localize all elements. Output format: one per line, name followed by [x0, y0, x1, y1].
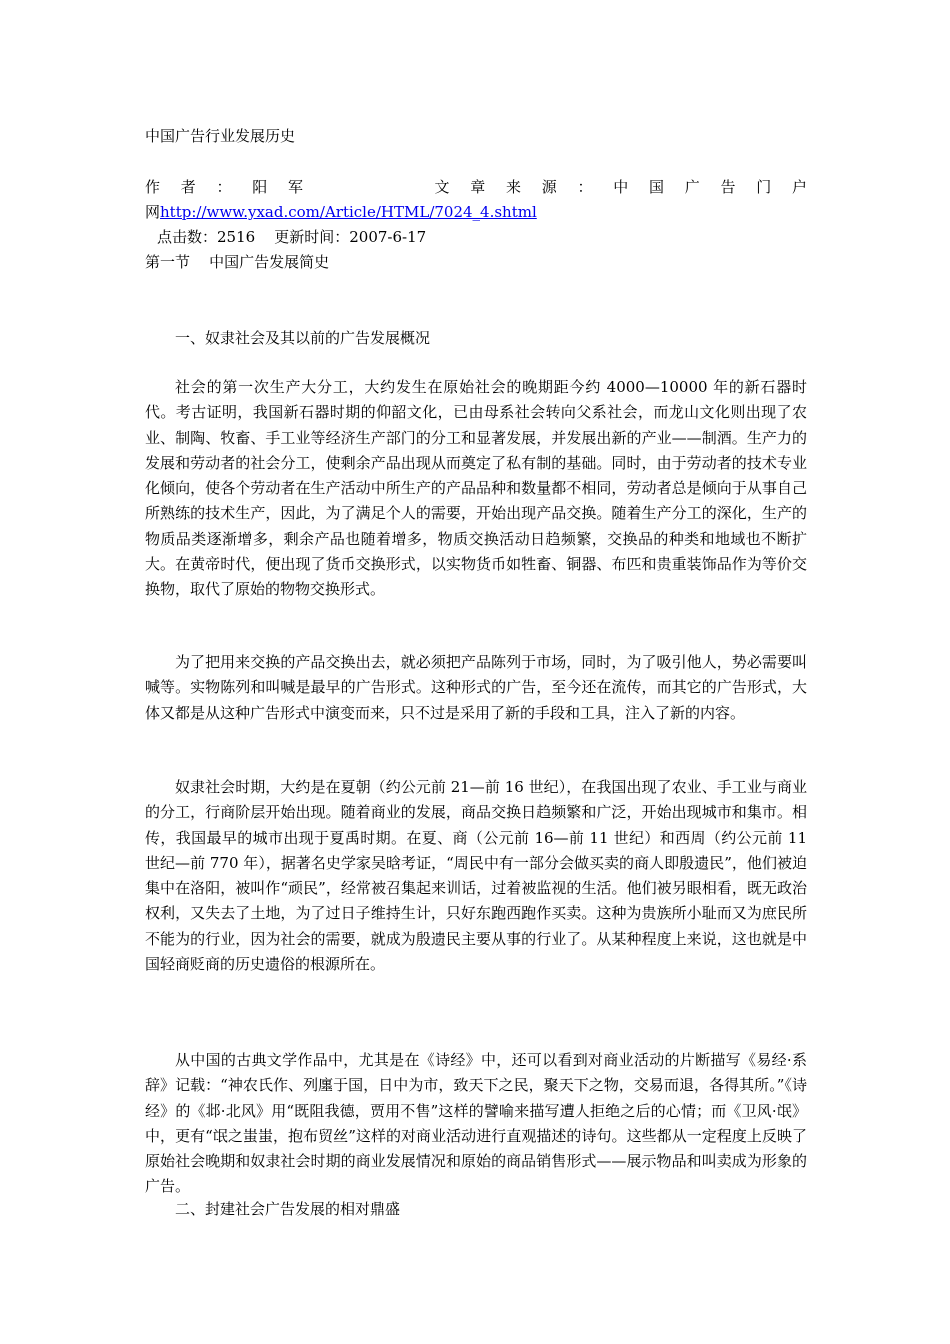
meta-char: 广 — [684, 178, 700, 196]
meta-char: 来 — [505, 178, 521, 196]
paragraph-2: 为了把用来交换的产品交换出去，就必须把产品陈列于市场，同时，为了吸引他人，势必需要叫喊等。实物陈列和叫喊是最早的广告形式。这种形式的广告，至今还在流传，而其它的广告形式，大体又都是从这种广告形式中演变而来，只不过是采用了新的手段和工具，注入了新的内容。 — [145, 653, 807, 722]
document-title: 中国广告行业发展历史 — [145, 127, 296, 145]
meta-char: 中 — [613, 178, 629, 196]
meta-char: ： — [577, 178, 593, 196]
paragraph-1: 社会的第一次生产大分工，大约发生在原始社会的晚期距今约 4000—10000 年的新石器时代。考古证明，我国新石器时期的仰韶文化，已由母系社会转向父系社会，而龙山文化则出现了农业、制陶、牧畜、手工业等经济生产部门的分工和显著发展，并发展出新的产业——制酒。生产力的发展和劳动者的社会分工，使剩余产品出现从而奠定了私有制的基础。同时，由于劳动者的技术专业化倾向，使各个劳动者在生产活动中所生产的产品品种和数量都不相同，劳动者总是倾向于从事自己所熟练的技术生产，因此，为了满足个人的需要，开始出现产品交换。随着生产分工的深化，生产的物质品类逐渐增多，剩余产品也随着增多，物质交换活动日趋频繁，交换品的种类和地域也不断扩大。在黄帝时代，便出现了货币交换形式，以实物货币如牲畜、铜器、布匹和贵重装饰品作为等价交换物，取代了原始的物物交换形式。 — [145, 378, 807, 599]
subsection-heading-1: 一、奴隶社会及其以前的广告发展概况 — [175, 329, 431, 347]
meta-char: 户 — [791, 178, 807, 196]
meta-char: 国 — [648, 178, 664, 196]
meta-char: 门 — [756, 178, 772, 196]
subsection-heading-2: 二、封建社会广告发展的相对鼎盛 — [175, 1200, 401, 1218]
author-source-row — [145, 177, 807, 197]
section-title: 第一节 中国广告发展简史 — [145, 253, 330, 271]
meta-char: 源 — [541, 178, 557, 196]
clicks-update-line: 点击数：2516 更新时间：2007-6-17 — [157, 228, 427, 246]
meta-char: 军 — [288, 178, 304, 196]
meta-char: 告 — [720, 178, 736, 196]
meta-char: 者 — [180, 178, 196, 196]
meta-char: 章 — [470, 178, 486, 196]
meta-char: 作 — [145, 178, 161, 196]
paragraph-3: 奴隶社会时期，大约是在夏朝（约公元前 21—前 16 世纪），在我国出现了农业、手工业与商业的分工，行商阶层开始出现。随着商业的发展，商品交换日趋频繁和广泛，开始出现城市和集市。相传，我国最早的城市出现于夏禹时期。在夏、商（公元前 16—前 11 世纪）和西周（约公元前 11 世纪—前 770 年），据著名史学家吴晗考证，“周民中有一部分会做买卖的商人即殷遗民”，他们被迫集中在洛阳，被叫作“顽民”，经常被召集起来训话，过着被监视的生活。他们被另眼相看，既无政治权利，又失去了土地，为了过日子维持生计，只好东跑西跑作买卖。这种为贵族所小耻而又为庶民所不能为的行业，因为社会的需要，就成为殷遗民主要从事的行业了。从某种程度上来说，这也就是中国轻商贬商的历史遗俗的根源所在。 — [145, 778, 807, 974]
meta-gap — [324, 177, 414, 197]
source-url-line — [145, 202, 537, 222]
paragraph-4: 从中国的古典文学作品中，尤其是在《诗经》中，还可以看到对商业活动的片断描写《易经·系辞》记载：“神农氏作、列廛于国，日中为市，致天下之民，聚天下之物，交易而退，各得其所。”《诗经》的《邶·北风》用“既阻我德，贾用不售”这样的譬喻来描写遭人拒绝之后的心情；而《卫风·氓》中，更有“氓之蚩蚩，抱布贸丝”这样的对商业活动进行直观描述的诗句。这些都从一定程度上反映了原始社会晚期和奴隶社会时期的商业发展情况和原始的商品销售形式——展示物品和叫卖成为形象的广告。 — [145, 1051, 807, 1196]
meta-char: 文 — [434, 178, 450, 196]
source-tail: 网 — [145, 203, 161, 221]
source-url-link[interactable]: http://www.yxad.com/Article/HTML/7024_4.shtml — [160, 203, 537, 221]
meta-char: 阳 — [252, 178, 268, 196]
author-source-line — [145, 177, 807, 197]
meta-char: ： — [216, 178, 232, 196]
